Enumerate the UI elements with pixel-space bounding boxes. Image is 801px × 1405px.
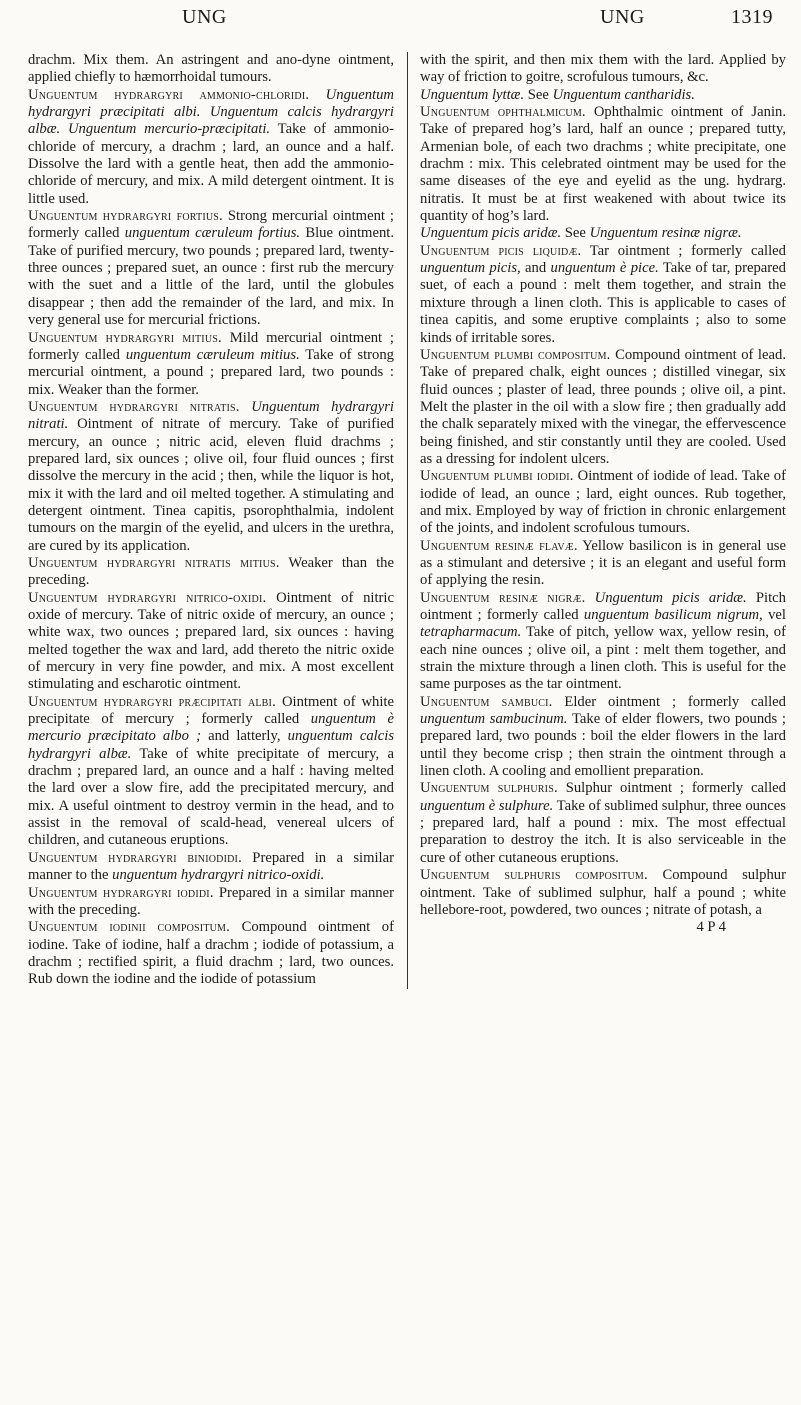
entry-paragraph bbox=[28, 555, 394, 590]
entry-headword: Unguentum sambuci. bbox=[420, 693, 553, 710]
signature-mark: 4 P 4 bbox=[696, 919, 726, 936]
italic-text: unguentum è pice. bbox=[550, 260, 659, 277]
italic-text: tetrapharmacum. bbox=[420, 624, 522, 641]
entry-text bbox=[585, 590, 594, 606]
entry-paragraph bbox=[420, 87, 786, 104]
entry-headword: Unguentum hydrargyri nitratis mitius. bbox=[28, 554, 280, 571]
entry-headword: Unguentum iodinii compositum. bbox=[28, 919, 231, 936]
entry-text: Strong mercurial ointment ; formerly called bbox=[28, 208, 394, 242]
entry-text: Prepared in a similar manner to the bbox=[28, 849, 394, 884]
entry-headword: Unguentum resinæ flavæ. bbox=[420, 537, 578, 554]
entry-text: with the spirit, and then mix them with the lard. Applied by way of friction to goitre, scrofulous tumours, &c. bbox=[420, 52, 786, 86]
entry-text: Take of tar, prepared suet, of each a pound : melt them together, and strain the mixture through a linen cloth. This is applicable to cases of tinea capitis, and some eruptive complaints ; also to some kinds of irritable sores. bbox=[420, 260, 786, 346]
entry-headword: Unguentum ophthalmicum. bbox=[420, 104, 586, 121]
column-rule bbox=[407, 52, 408, 989]
entry-paragraph bbox=[28, 87, 394, 208]
entry-text: Take of pitch, yellow wax, yellow resin, of each nine ounces ; olive oil, a pint : melt them together, and strain the mixture through a linen cloth. This is useful for the same purposes as the tar ointment. bbox=[420, 624, 786, 693]
entry-text: Elder ointment ; formerly called bbox=[552, 693, 786, 710]
entry-headword: Unguentum hydrargyri præcipitati albi. bbox=[28, 693, 276, 710]
entry-text: Tar ointment ; formerly called bbox=[581, 242, 786, 259]
italic-text: unguentum basilicum nigrum, bbox=[583, 607, 763, 623]
entry-paragraph bbox=[28, 52, 394, 87]
entry-text: Yellow basilicon is in general use as a stimulant and detersive ; it is an elegant and useful form of applying the resin. bbox=[420, 537, 787, 589]
entry-headword: Unguentum hydrargyri biniodidi. bbox=[28, 849, 242, 866]
italic-text: unguentum calcis hydrargyri albæ. bbox=[28, 728, 395, 762]
entry-text: Ointment of white precipitate of mercury ; formerly called bbox=[28, 693, 394, 728]
entry-headword: Unguentum hydrargyri nitrico-oxidi. bbox=[28, 589, 267, 606]
entry-headword: Unguentum hydrargyri fortius. bbox=[28, 208, 223, 225]
entry-paragraph bbox=[28, 399, 394, 555]
entry-headword: Unguentum plumbi iodidi. bbox=[420, 468, 574, 485]
entry-paragraph bbox=[420, 538, 786, 590]
running-head bbox=[28, 6, 787, 32]
entry-text: Pitch ointment ; formerly called bbox=[420, 589, 786, 623]
entry-text: Take of strong mercurial ointment, a pound ; prepared lard, two pounds : mix. Weaker than the former. bbox=[28, 346, 394, 398]
entry-text: Ointment of nitrate of mercury. Take of purified mercury, an ounce ; nitric acid, eleven fluid drachms ; prepared lard, six ounces ; olive oil, four fluid ounces ; first dissolve the mercury in the acid ; then, while the liquor is hot, mix it with the lard and oil melted together. A stimulating and detergent ointment. Tinea capitis, psorophthalmia, indolent tumours on the margin of the eyelid, and ulcers in the urethra, are cured by its application. bbox=[28, 416, 394, 554]
entry-text: Take of elder flowers, two pounds ; prepared lard, two pounds : boil the elder flowers in the lard until they become crisp ; then strain the ointment through a linen cloth. A cooling and emollient preparation. bbox=[420, 711, 786, 780]
entry-paragraph bbox=[28, 330, 394, 399]
entry-text: vel bbox=[762, 607, 786, 623]
entry-headword: Unguentum hydrargyri mitius. bbox=[28, 329, 222, 346]
left-column bbox=[28, 52, 394, 989]
italic-text: unguentum è mercurio præcipitato albo ; bbox=[28, 711, 394, 745]
entry-text: Weaker than the preceding. bbox=[28, 554, 394, 589]
entry-text: Prepared in a similar manner with the preceding. bbox=[28, 884, 394, 918]
entry-headword: Unguentum hydrargyri ammonio-chloridi. bbox=[28, 86, 310, 103]
entry-headword: Unguentum sulphuris compositum. bbox=[420, 867, 648, 884]
entry-headword: Unguentum plumbi compositum. bbox=[420, 346, 611, 363]
italic-text: unguentum hydrargyri nitrico-oxidi. bbox=[112, 867, 325, 884]
entry-text: Take of white precipitate of mercury, a drachm ; prepared lard, an ounce and a half : having melted the lard over a slow fire, add the precipitated mercury, and mix. A useful ointment to destroy vermin in the head, and to assist in the removal of scald-head, venereal ulcers of children, and cutaneous eruptions. bbox=[28, 745, 394, 849]
entry-headword: Unguentum picis liquidæ. bbox=[420, 242, 582, 259]
entry-paragraph bbox=[420, 347, 786, 468]
entry-paragraph bbox=[420, 694, 786, 781]
entry-text: Compound ointment of iodine. Take of iodine, half a drachm ; iodide of potassium, a drachm ; rectified spirit, a fluid drachm ; lard, two ounces. Rub down the iodine and the iodide of potassium bbox=[28, 919, 394, 988]
entry-headword: Unguentum resinæ nigræ. bbox=[420, 589, 586, 606]
two-column-body bbox=[28, 52, 787, 989]
entry-paragraph bbox=[28, 590, 394, 694]
entry-paragraph bbox=[420, 867, 786, 919]
entry-text: Compound sulphur ointment. Take of sublimed sulphur, half a pound ; white hellebore-root, powdered, two ounces ; nitrate of potash, a bbox=[420, 867, 786, 918]
entry-text: See bbox=[524, 86, 553, 103]
right-column bbox=[420, 52, 786, 989]
entry-text: Compound ointment of lead. Take of prepared chalk, eight ounces ; distilled vinegar, six fluid ounces ; plaster of lead, three pounds ; olive oil, a pint. Melt the plaster in the oil with a slow fire ; then gradually add the chalk separately mixed with the vinegar, the effervescence being finished, and stir constantly until they are cooled. Used as a dressing for indolent ulcers. bbox=[420, 346, 786, 467]
entry-paragraph bbox=[28, 208, 394, 329]
italic-text: unguentum picis, bbox=[420, 260, 521, 277]
entry-paragraph bbox=[420, 225, 786, 242]
entry-text: and latterly, bbox=[200, 728, 288, 745]
entry-paragraph bbox=[420, 468, 786, 537]
entry-headword: Unguentum hydrargyri nitratis. bbox=[28, 398, 240, 415]
entry-text: drachm. Mix them. An astringent and ano-dyne ointment, applied chiefly to hæmorrhoidal tumours. bbox=[28, 52, 394, 86]
entry-text: Ointment of nitric oxide of mercury. Take of nitric oxide of mercury, an ounce ; white wax, two ounces ; prepared lard, six ounces : having melted together the wax and lard, add thereto the nitric oxide of mercury in very fine powder, and mix. A most excellent stimulating and escharotic ointment. bbox=[28, 589, 394, 693]
italic-text: Unguentum picis aridæ. bbox=[594, 589, 747, 606]
entry-paragraph bbox=[420, 590, 786, 694]
italic-text: Unguentum hydrargyri nitrati. bbox=[28, 398, 394, 433]
entry-paragraph bbox=[28, 850, 394, 885]
italic-text: unguentum cæruleum fortius. bbox=[124, 225, 301, 242]
entry-text: Ophthalmic ointment of Janin. Take of prepared hog’s lard, half an ounce ; prepared tutty, Armenian bole, of each two drachms ; white precipitate, one drachm : mix. This celebrated ointment may be used for the same diseases of the eye and eyelid as the ung. hydrarg. nitratis. It must be at first weakened with about twice its quantity of hog’s lard. bbox=[420, 104, 786, 225]
page-number: 1319 bbox=[731, 6, 773, 28]
entry-text: Take of sublimed sulphur, three ounces ; prepared lard, half a pound : mix. The most effectual preparation to destroy the itch. It is also serviceable in the cure of other cutaneous eruptions. bbox=[420, 797, 786, 866]
entry-text bbox=[240, 399, 252, 415]
italic-text: Unguentum resinæ nigræ. bbox=[589, 225, 742, 242]
italic-text: unguentum è sulphure. bbox=[420, 797, 554, 814]
entry-paragraph bbox=[28, 694, 394, 850]
entry-paragraph bbox=[420, 104, 786, 225]
italic-text: unguentum sambucinum. bbox=[420, 711, 568, 728]
entry-text: Ointment of iodide of lead. Take of iodide of lead, an ounce ; lard, eight ounces. Rub together, and mix. Employed by way of friction in chronic enlargement of the joints, and indolent scrofulous tumours. bbox=[420, 468, 787, 537]
italic-text: unguentum cæruleum mitius. bbox=[125, 346, 300, 363]
entry-paragraph bbox=[420, 243, 786, 347]
entry-text: Sulphur ointment ; formerly called bbox=[557, 780, 786, 797]
entry-paragraph bbox=[420, 780, 786, 867]
entry-paragraph bbox=[420, 52, 786, 87]
italic-text: Unguentum lyttæ. bbox=[420, 86, 525, 103]
entry-paragraph bbox=[28, 885, 394, 920]
italic-text: Unguentum hydrargyri præcipitati albi. Unguentum calcis hydrargyri albæ. Unguentum mercurio-præcipitati. bbox=[28, 86, 394, 138]
entry-headword: Unguentum hydrargyri iodidi. bbox=[28, 884, 214, 901]
italic-text: Unguentum cantharidis. bbox=[552, 86, 695, 103]
entry-text: See bbox=[561, 225, 590, 242]
entry-text: Mild mercurial ointment ; formerly called bbox=[28, 329, 395, 363]
entry-text: Blue ointment. Take of purified mercury, two pounds ; prepared lard, twenty-three ounces ; prepared suet, an ounce : first rub the mercury with the suet and a little of the lard, until the globules disappear ; then add the remainder of the lard, and mix. In very general use for mercurial frictions. bbox=[28, 225, 394, 329]
entry-text: and bbox=[520, 260, 551, 277]
entry-text: Take of ammonio-chloride of mercury, a drachm ; lard, an ounce and a half. Dissolve the lard with a gentle heat, then add the ammonio-chloride of mercury, and mix. A mild detergent ointment. It is little used. bbox=[28, 121, 395, 207]
running-head-left-word: UNG bbox=[182, 6, 227, 28]
entry-headword: Unguentum sulphuris. bbox=[420, 780, 558, 797]
italic-text: Unguentum picis aridæ. bbox=[420, 225, 562, 242]
running-head-right-word: UNG bbox=[600, 6, 645, 28]
entry-paragraph bbox=[28, 919, 394, 988]
entry-text bbox=[309, 87, 325, 103]
